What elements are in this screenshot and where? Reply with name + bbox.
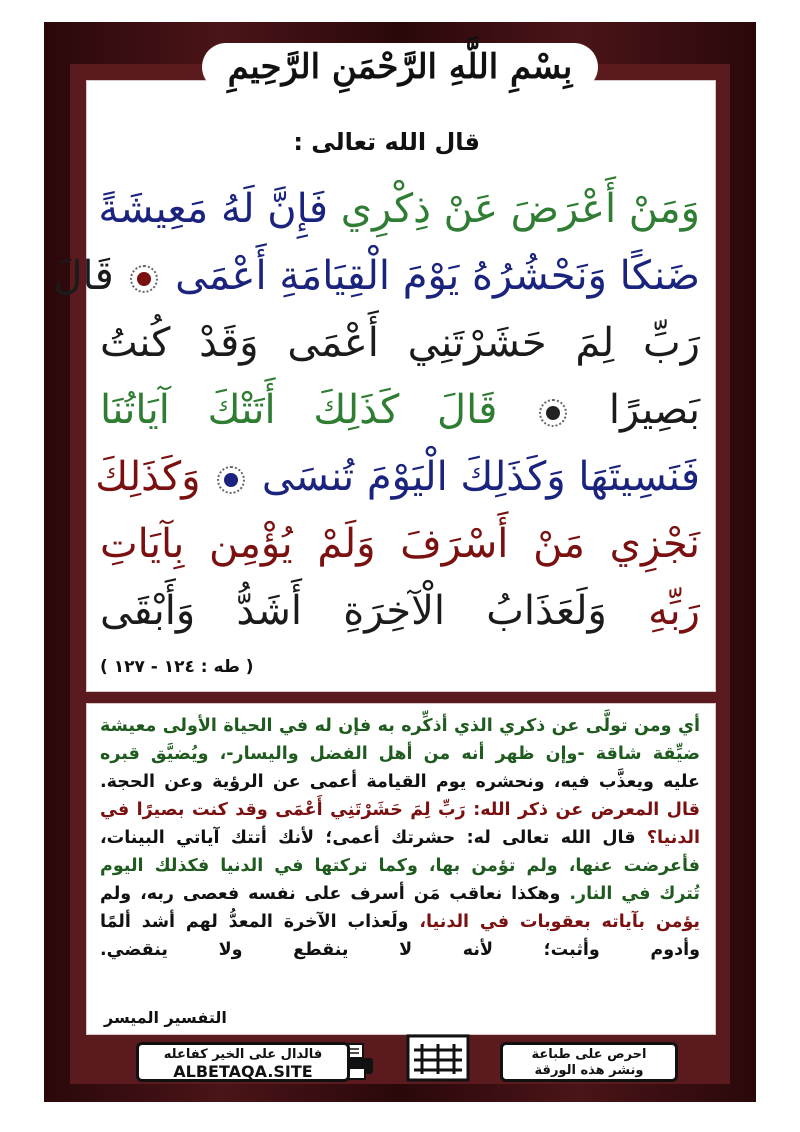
site-box: [136, 1042, 350, 1082]
tafsir-line: [100, 880, 700, 908]
bismillah-header: [200, 24, 600, 110]
verse-line: [100, 377, 700, 444]
tafsir-line: [100, 824, 700, 852]
text-segment: وَكَذَلِكَ: [95, 454, 214, 500]
quran-verse: [53, 176, 700, 645]
text-segment: وأدوم وأثبت؛ لأنه لا ينقطع ولا ينقضي.: [100, 940, 700, 960]
footer: [86, 1040, 714, 1084]
text-segment: وَمَنْ أَعْرَضَ عَنْ ذِكْرِي: [327, 186, 700, 232]
text-segment: فَإِنَّ لَهُ مَعِيشَةً: [98, 186, 328, 232]
text-segment: عليه ويعذَّب فيه، ونحشره يوم القيامة أعمى عن الرؤية وعن الحجة.: [100, 772, 700, 792]
text-segment: ولَعذاب الآخرة المعدُّ لهم أشد ألمًا: [100, 912, 409, 932]
text-segment: نَجْزِي مَنْ أَسْرَفَ وَلَمْ يُؤْمِن بِآيَاتِ: [100, 521, 700, 567]
text-segment: وقد كنت بصيرًا في: [100, 800, 276, 820]
verse-line: [100, 310, 700, 377]
tafsir-line: [100, 712, 700, 740]
ayah-end-marker-icon: [130, 265, 158, 293]
page-heading: قال الله تعالى :: [293, 128, 480, 156]
text-segment: الدنيا؟: [635, 828, 700, 848]
albetaqa-logo: [402, 1030, 474, 1086]
text-segment: قال الله تعالى له: حشرتك أعمى؛ لأنك أتتك آياتي البينات،: [100, 828, 636, 848]
verse-line: [100, 511, 700, 578]
text-segment: تُترك في النار.: [560, 884, 700, 904]
verse-line: [95, 444, 700, 511]
text-segment: يؤمن بآياته بعقوبات في الدنيا،: [408, 912, 700, 932]
site-tagline: فالدال على الخير كفاعله: [163, 1047, 323, 1062]
tafsir-line: [100, 852, 700, 880]
text-segment: قال المعرض عن ذكر الله:: [465, 800, 700, 820]
verse-line: [100, 578, 700, 645]
site-url[interactable]: ALBETAQA.SITE: [173, 1062, 313, 1081]
tafsir-source: التفسير الميسر: [104, 1008, 227, 1027]
tafsir-line: [100, 768, 700, 796]
print-reminder-box: [500, 1042, 678, 1082]
print-reminder-line2: ونشر هذه الورقة: [534, 1063, 644, 1078]
print-reminder-line1: احرص على طباعة: [531, 1047, 647, 1062]
ayah-end-marker-icon: [217, 466, 245, 494]
text-segment: رَبِّ لِمَ حَشَرْتَنِي أَعْمَى: [275, 800, 466, 820]
text-segment: رَبِّهِ: [606, 588, 700, 634]
text-segment: قَالَ كَذَلِكَ أَتَتْكَ آيَاتُنَا: [100, 387, 536, 433]
verse-reference: ( طه : ١٢٤ - ١٢٧ ): [100, 657, 254, 677]
tafsir-line: [100, 936, 700, 964]
text-segment: وَلَعَذَابُ الْآخِرَةِ أَشَدُّ وَأَبْقَى: [100, 588, 607, 634]
tafsir-line: [100, 740, 700, 768]
verse-line: [100, 176, 700, 243]
tafsir-text: [100, 712, 700, 964]
bismillah-text: بِسْمِ اللَّهِ الرَّحْمَنِ الرَّحِيمِ: [202, 43, 599, 91]
text-segment: فَنَسِيتَهَا وَكَذَلِكَ الْيَوْمَ تُنسَى: [249, 454, 700, 500]
text-segment: رَبِّ لِمَ حَشَرْتَنِي أَعْمَى وَقَدْ كُنتُ: [100, 320, 700, 366]
text-segment: قَالَ: [53, 253, 127, 299]
text-segment: فأعرضت عنها، ولم تؤمن بها، وكما تركتها في الدنيا فكذلك اليوم: [100, 856, 700, 876]
ayah-end-marker-icon: [539, 399, 567, 427]
text-segment: ضيِّقة شاقة -وإن ظهر أنه من أهل الفضل واليسار-، ويُضيَّق قبره: [100, 744, 700, 764]
text-segment: أي ومن تولَّى عن ذكري الذي أذكِّره به فإن له في الحياة الأولى معيشة: [100, 716, 700, 736]
tafsir-line: [100, 908, 700, 936]
text-segment: وهكذا نعاقب مَن أسرف على نفسه فعصى ربه، ولم: [100, 884, 561, 904]
text-segment: بَصِيرًا: [571, 387, 700, 433]
verse-line: [53, 243, 700, 310]
tafsir-line: [100, 796, 700, 824]
text-segment: ضَنكًا وَنَحْشُرُهُ يَوْمَ الْقِيَامَةِ أَعْمَى: [162, 253, 700, 299]
